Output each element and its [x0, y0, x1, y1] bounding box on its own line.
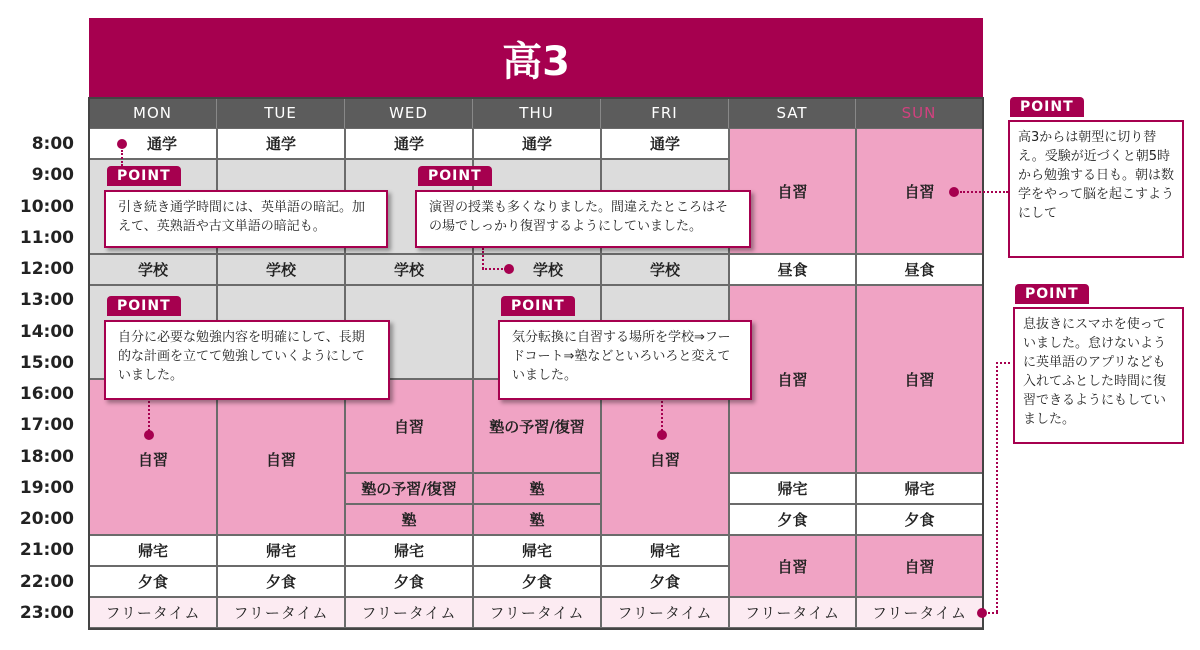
slot-sun-self-study: 自習 — [856, 285, 983, 473]
slot-thu-go-home: 帰宅 — [473, 535, 601, 566]
connector-line — [996, 362, 1010, 364]
slot-sun-go-home: 帰宅 — [856, 473, 983, 504]
slot-thu-cram-prep: 塾の予習/復習 — [473, 379, 601, 473]
connector-line — [121, 150, 123, 166]
day-header-fri: FRI — [601, 98, 729, 128]
slot-wed-self-study: 自習 — [345, 379, 473, 473]
day-header-sat: SAT — [729, 98, 856, 128]
slot-fri-school: 学校 — [601, 254, 729, 285]
slot-wed-commute: 通学 — [345, 128, 473, 159]
point-side-smartphone: 息抜きにスマホを使っていました。怠けないように英単語のアプリなども入れてふとした時間に復習できるようにもしていました。 — [1013, 307, 1184, 444]
time-label: 20:00 — [19, 509, 74, 529]
day-header-mon: MON — [89, 98, 217, 128]
point-tab: POINT — [107, 166, 181, 186]
slot-mon-free-time: フリータイム — [89, 597, 217, 628]
slot-tue-dinner: 夕食 — [217, 566, 345, 597]
marker-dot — [144, 430, 154, 440]
marker-dot — [657, 430, 667, 440]
day-header-thu: THU — [473, 98, 601, 128]
slot-sun-free-time: フリータイム — [856, 597, 983, 628]
slot-wed-cram: 塾 — [345, 504, 473, 535]
point-tab: POINT — [501, 296, 575, 316]
slot-mon-commute: 通学 — [89, 128, 217, 159]
time-label: 10:00 — [19, 197, 74, 217]
time-label: 22:00 — [19, 572, 74, 592]
slot-sat-free-time: フリータイム — [729, 597, 856, 628]
time-label: 16:00 — [19, 384, 74, 404]
marker-dot — [977, 608, 987, 618]
slot-thu-commute: 通学 — [473, 128, 601, 159]
slot-tue-go-home: 帰宅 — [217, 535, 345, 566]
connector-line — [996, 362, 998, 612]
marker-dot — [117, 139, 127, 149]
slot-tue-school: 学校 — [217, 254, 345, 285]
slot-fri-self-study: 自習 — [601, 379, 729, 535]
slot-sat-lunch: 昼食 — [729, 254, 856, 285]
marker-dot — [949, 187, 959, 197]
point-tab: POINT — [1010, 97, 1084, 117]
day-header-sun: SUN — [856, 98, 983, 128]
slot-thu-dinner: 夕食 — [473, 566, 601, 597]
marker-dot — [504, 264, 514, 274]
slot-mon-go-home: 帰宅 — [89, 535, 217, 566]
time-label: 15:00 — [19, 353, 74, 373]
time-label: 14:00 — [19, 322, 74, 342]
point-tab: POINT — [107, 296, 181, 316]
point-side-morning: 高3からは朝型に切り替え。受験が近づくと朝5時から勉強する日も。朝は数学をやって脳を起こすようにして — [1008, 120, 1184, 258]
slot-thu-cram: 塾 — [473, 473, 601, 504]
slot-tue-self-study: 自習 — [217, 379, 345, 535]
point-tab: POINT — [1015, 284, 1089, 304]
slot-tue-free-time: フリータイム — [217, 597, 345, 628]
point-tab: POINT — [418, 166, 492, 186]
time-label: 19:00 — [19, 478, 74, 498]
slot-wed-dinner: 夕食 — [345, 566, 473, 597]
time-label: 17:00 — [19, 415, 74, 435]
connector-line — [661, 401, 663, 431]
slot-thu-free-time: フリータイム — [473, 597, 601, 628]
slot-fri-free-time: フリータイム — [601, 597, 729, 628]
slot-fri-commute: 通学 — [601, 128, 729, 159]
time-label: 21:00 — [19, 540, 74, 560]
slot-thu-school: 学校 — [473, 254, 601, 285]
time-label: 23:00 — [19, 603, 74, 623]
slot-sun-lunch: 昼食 — [856, 254, 983, 285]
time-label: 18:00 — [19, 447, 74, 467]
time-label: 13:00 — [19, 290, 74, 310]
day-header-tue: TUE — [217, 98, 345, 128]
slot-mon-dinner: 夕食 — [89, 566, 217, 597]
page-title: 高3 — [89, 18, 983, 98]
connector-line — [482, 268, 506, 270]
slot-fri-dinner: 夕食 — [601, 566, 729, 597]
time-label: 12:00 — [19, 259, 74, 279]
connector-line — [960, 191, 1008, 193]
slot-sat-self-study: 自習 — [729, 535, 856, 597]
slot-sat-dinner: 夕食 — [729, 504, 856, 535]
slot-mon-self-study: 自習 — [89, 379, 217, 535]
day-header-wed: WED — [345, 98, 473, 128]
point-callout-practice: 演習の授業も多くなりました。間違えたところはその場でしっかり復習するようにしていました。 — [415, 190, 751, 248]
slot-sat-self-study: 自習 — [729, 285, 856, 473]
point-callout-plan: 自分に必要な勉強内容を明確にして、長期的な計画を立てて勉強していくようにしていました。 — [104, 320, 390, 400]
time-label: 11:00 — [19, 228, 74, 248]
slot-thu-cram: 塾 — [473, 504, 601, 535]
slot-sat-go-home: 帰宅 — [729, 473, 856, 504]
slot-fri-go-home: 帰宅 — [601, 535, 729, 566]
connector-line — [988, 612, 998, 614]
time-label: 8:00 — [31, 134, 74, 154]
connector-line — [148, 401, 150, 431]
slot-tue-commute: 通学 — [217, 128, 345, 159]
point-callout-commute: 引き続き通学時間には、英単語の暗記。加えて、英熟語や古文単語の暗記も。 — [104, 190, 388, 248]
slot-sun-self-study: 自習 — [856, 128, 983, 254]
slot-mon-school: 学校 — [89, 254, 217, 285]
time-label: 9:00 — [31, 165, 74, 185]
slot-sun-dinner: 夕食 — [856, 504, 983, 535]
point-callout-place: 気分転換に自習する場所を学校⇒フードコート⇒塾などといろいろと変えていました。 — [498, 320, 752, 400]
connector-line — [482, 248, 484, 269]
slot-wed-cram-prep: 塾の予習/復習 — [345, 473, 473, 504]
slot-sun-self-study: 自習 — [856, 535, 983, 597]
slot-sat-self-study: 自習 — [729, 128, 856, 254]
slot-wed-school: 学校 — [345, 254, 473, 285]
slot-wed-go-home: 帰宅 — [345, 535, 473, 566]
slot-wed-free-time: フリータイム — [345, 597, 473, 628]
